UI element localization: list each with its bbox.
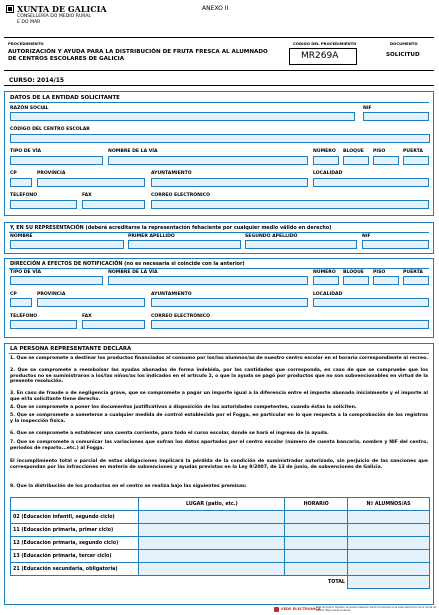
lugar-cell[interactable] (139, 511, 285, 524)
not-ayuntamiento-input[interactable] (151, 298, 308, 307)
alumnos-cell[interactable] (348, 550, 430, 563)
fax-label: FAX (82, 193, 92, 198)
row-label: 21 (Educación secundaria, obligatoria) (11, 563, 139, 576)
rep-nombre-input[interactable] (10, 240, 124, 249)
piso-input[interactable] (373, 156, 399, 165)
nif-label: NIF (363, 106, 372, 111)
total-label: TOTAL (11, 576, 348, 589)
not-localidad-input[interactable] (313, 298, 429, 307)
alumnos-cell[interactable] (348, 524, 430, 537)
declaration-item-6: 6. Que se compromete a establecer una cuenta corriente, para todo el curso escolar, donde se hará el ingreso de la ayuda. (10, 431, 329, 436)
table-row (11, 550, 430, 563)
not-tipo-via-input[interactable] (10, 276, 103, 285)
horario-cell[interactable] (285, 537, 348, 550)
bloque-label: BLOQUE (343, 149, 364, 154)
footer-note: Este formulario también se puede presentar electrónicamente en la sede electrónica de la Xunta de Galicia https://sede.xunta.es (316, 606, 436, 612)
lugar-cell[interactable] (139, 550, 285, 563)
localidad-input[interactable] (313, 178, 429, 187)
table-header-row (11, 498, 430, 511)
correo-label: CORREO ELECTRÓNICO (151, 193, 210, 198)
table-total-row (11, 576, 430, 589)
lugar-cell[interactable] (139, 537, 285, 550)
not-telefono-input[interactable] (10, 320, 77, 329)
cp-input[interactable] (10, 178, 32, 187)
fax-input[interactable] (82, 200, 145, 209)
not-cp-label: CP (10, 292, 17, 297)
tipo-via-label: TIPO DE VÍA (10, 149, 42, 154)
dept-line2: E DO MAR (17, 20, 41, 25)
notification-title-rule (9, 268, 429, 269)
not-numero-label: NÚMERO (313, 270, 336, 275)
doc-label: DOCUMENTO (390, 41, 418, 46)
declaration-item-7: 7. Que se compromete a comunicar las variaciones que sufran los datos aportados por el centro escolar (número de cuenta bancaria, nombre y NIF del centro, periodos de reparto...etc.) al Fogga. (10, 440, 428, 451)
proc-label: PROCEDIMIENTO (8, 41, 44, 46)
org-name: XUNTA DE GALICIA (17, 4, 107, 14)
not-correo-input[interactable] (151, 320, 429, 329)
horario-cell[interactable] (285, 563, 348, 576)
provincia-input[interactable] (37, 178, 145, 187)
distribution-table (10, 497, 430, 589)
not-puerta-input[interactable] (403, 276, 429, 285)
annex-label: ANEXO II (202, 5, 229, 12)
lugar-cell[interactable] (139, 524, 285, 537)
doc-value: SOLICITUD (386, 52, 420, 58)
declaration-noncompliance: El incumplimiento total o parcial de estas obligaciones implicará la pérdida de la condición de suministrador autorizado, sin perjuicio de las sanciones que correspondan por las infracciones en materia de subvenciones y ayudas previstas en la Ley 9/2007, de 13 de junio, de subvenciones de Galicia. (10, 459, 428, 470)
not-piso-label: PISO (373, 270, 386, 275)
localidad-label: LOCALIDAD (313, 171, 343, 176)
not-nombre-via-input[interactable] (108, 276, 308, 285)
not-fax-input[interactable] (82, 320, 145, 329)
nombre-via-input[interactable] (108, 156, 308, 165)
sede-label: SEDE ELECTRÓNICA (281, 607, 321, 611)
table-header-cell (11, 498, 139, 511)
horario-cell[interactable] (285, 550, 348, 563)
bloque-input[interactable] (343, 156, 369, 165)
rep-nombre-label: NOMBRE (10, 234, 33, 239)
nif-input[interactable] (363, 112, 429, 121)
code-value: MR269A (301, 51, 339, 61)
not-bloque-input[interactable] (343, 276, 369, 285)
total-cell[interactable] (348, 576, 430, 589)
telefono-label: TELÉFONO (10, 193, 38, 198)
not-provincia-label: PROVINCIA (37, 292, 66, 297)
declaration-item-1: 1. Que se compromete a destinar los productos financiados al consumo por los/las alumnos/as de nuestro centro escolar en el horario correspondiente al recreo. (10, 356, 428, 361)
rep-apellido1-label: PRIMER APELLIDO (128, 234, 175, 239)
declaration-item-2: 2. Que se compromete a reembolsar las ayudas abonadas de forma indebida, por las cantidades que corresponda, en caso de que se compruebe que los productos no se suministraron a los/las niños/as los indicados en el artículo 2, o que la ayuda se pagó por productos que no son subvencionables en virtud de la presente resolución. (10, 368, 428, 385)
cp-label: CP (10, 171, 17, 176)
not-provincia-input[interactable] (37, 298, 145, 307)
nombre-via-label: NOMBRE DE LA VÍA (108, 149, 158, 154)
not-tipo-via-label: TIPO DE VÍA (10, 270, 42, 275)
telefono-input[interactable] (10, 200, 77, 209)
procedure-header (4, 37, 434, 71)
not-ayuntamiento-label: AYUNTAMIENTO (151, 292, 192, 297)
row-label: 12 (Educación primaria, segundo ciclo) (11, 537, 139, 550)
not-puerta-label: PUERTA (403, 270, 423, 275)
declaration-item-4: 4. Que se compromete a poner los documentos justificativos a disposición de las autoridades competentes, cuando éstas lo soliciten. (10, 405, 357, 410)
not-numero-input[interactable] (313, 276, 339, 285)
xunta-logo (6, 5, 14, 13)
table-header-cell: LUGAR (patio, etc.) (139, 498, 285, 511)
declaration-title-rule (9, 353, 429, 354)
dept-line1: CONSELLERÍA DO MEDIO RURAL (17, 14, 91, 19)
alumnos-cell[interactable] (348, 563, 430, 576)
not-cp-input[interactable] (10, 298, 32, 307)
declaration-title: LA PERSONA REPRESENTANTE DECLARA (10, 346, 132, 352)
table-header-cell: HORARIO (285, 498, 348, 511)
notification-title: DIRECCIÓN A EFECTOS DE NOTIFICACIÓN (no es necesaria si coincide con la anterior) (10, 261, 245, 267)
horario-cell[interactable] (285, 511, 348, 524)
table-header-cell: Nº ALUMNOS/AS (348, 498, 430, 511)
alumnos-cell[interactable] (348, 537, 430, 550)
numero-input[interactable] (313, 156, 339, 165)
representative-title: Y, EN SU REPRESENTACIÓN (deberá acreditarse la representación fehaciente por cualquier medio válido en derecho) (10, 225, 332, 231)
proc-title: AUTORIZACIÓN Y AYUDA PARA LA DISTRIBUCIÓN DE FRUTA FRESCA AL ALUMNADO DE CENTROS ESCOLARES DE GALICIA (8, 49, 268, 62)
puerta-input[interactable] (403, 156, 429, 165)
alumnos-cell[interactable] (348, 511, 430, 524)
declaration-item-3: 3. En caso de fraude o de negligencia grave, que se compromete a pagar un importe igual a la diferencia entre el importe abonado inicialmente y el importe al que el/la solicitante tiene derecho. (10, 391, 428, 402)
not-piso-input[interactable] (373, 276, 399, 285)
declaration-item-5: 5. Que se compromete a someterse a cualquier medida de control establecida por el Fogga, en particular en lo que respecta a la comprobación de los registros y la inspección física. (10, 413, 428, 424)
course-label: CURSO: 2014/15 (9, 77, 65, 84)
course-rule (4, 85, 434, 86)
not-correo-label: CORREO ELECTRÓNICO (151, 314, 210, 319)
codigo-centro-input[interactable] (10, 134, 430, 143)
rep-apellido2-label: SEGUNDO APELLIDO (245, 234, 298, 239)
row-label: 13 (Educación primaria, tercer ciclo) (11, 550, 139, 563)
table-row (11, 563, 430, 576)
razon-social-input[interactable] (10, 112, 355, 121)
razon-social-label: RAZÓN SOCIAL (10, 106, 49, 111)
rep-nif-input[interactable] (362, 240, 429, 249)
rep-nif-label: NIF (362, 234, 371, 239)
row-label: 02 (Educación infantil, segundo ciclo) (11, 511, 139, 524)
correo-input[interactable] (151, 200, 429, 209)
provincia-label: PROVINCIA (37, 171, 66, 176)
ayuntamiento-input[interactable] (151, 178, 308, 187)
row-label: 11 (Educación primaria, primer ciclo) (11, 524, 139, 537)
not-telefono-label: TELÉFONO (10, 314, 38, 319)
numero-label: NÚMERO (313, 149, 336, 154)
piso-label: PISO (373, 149, 386, 154)
puerta-label: PUERTA (403, 149, 423, 154)
applicant-title-rule (9, 102, 429, 103)
not-localidad-label: LOCALIDAD (313, 292, 343, 297)
horario-cell[interactable] (285, 524, 348, 537)
representative-title-rule (9, 232, 429, 233)
rep-apellido2-input[interactable] (245, 240, 357, 249)
not-fax-label: FAX (82, 314, 92, 319)
tipo-via-input[interactable] (10, 156, 103, 165)
table-row (11, 537, 430, 550)
table-row (11, 524, 430, 537)
lugar-cell[interactable] (139, 563, 285, 576)
table-row (11, 511, 430, 524)
declaration-item-8: 8. Que la distribución de los productos en el centro se realiza bajo las siguientes premisas: (10, 484, 247, 489)
not-nombre-via-label: NOMBRE DE LA VÍA (108, 270, 158, 275)
applicant-title: DATOS DE LA ENTIDAD SOLICITANTE (10, 95, 120, 101)
rep-apellido1-input[interactable] (128, 240, 241, 249)
ayuntamiento-label: AYUNTAMIENTO (151, 171, 192, 176)
code-label: CÓDIGO DEL PROCEDIMIENTO (293, 41, 357, 46)
not-bloque-label: BLOQUE (343, 270, 364, 275)
codigo-centro-label: CÓDIGO DEL CENTRO ESCOLAR (10, 127, 90, 132)
sede-icon (274, 607, 279, 612)
